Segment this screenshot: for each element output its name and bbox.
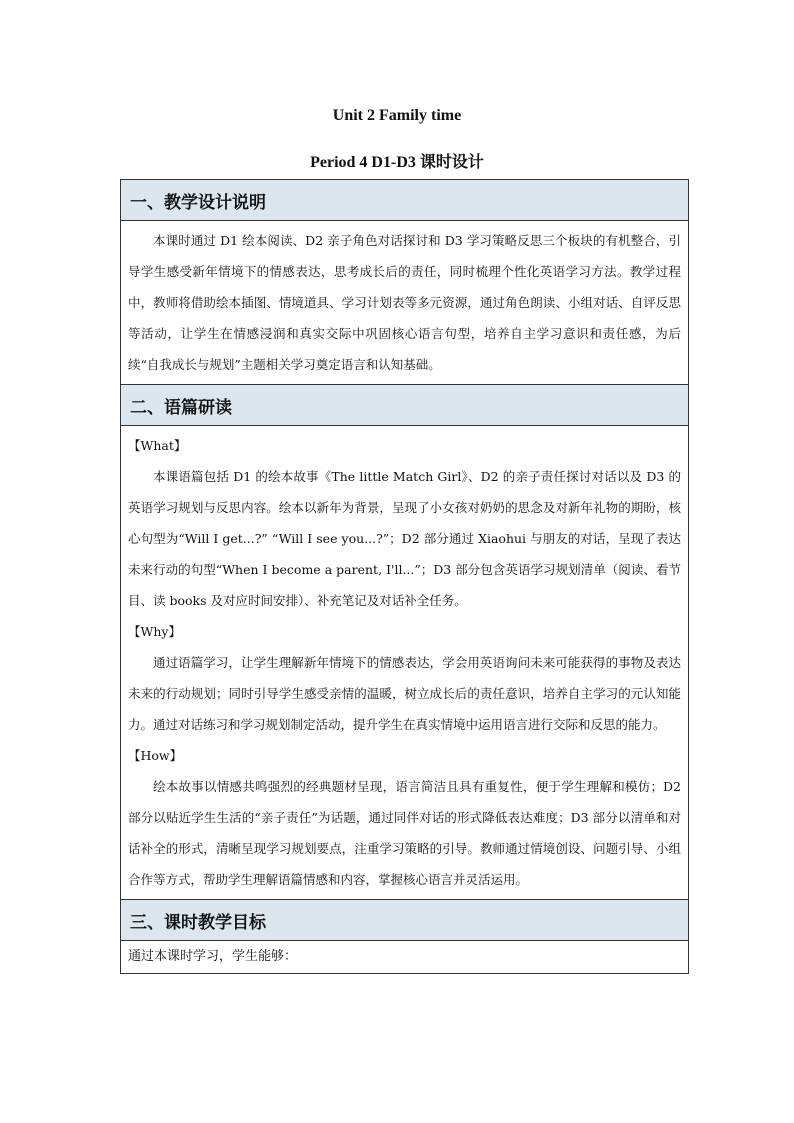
section-2-header-row [121,385,689,426]
section-body [121,426,689,900]
why-label: 【Why】 [128,624,181,639]
how-paragraph: 绘本故事以情感共鸣强烈的经典题材呈现，语言简洁且具有重复性，便于学生理解和模仿；D2 部分以贴近学生生活的“亲子责任”为话题，通过同伴对话的形式降低表达难度；D3 部分以清单和对话补全的形式，清晰呈现学习规划要点，注重学习策略的引导。教师通过情境创设、问题引导、小组合作等方式，帮助学生理解语篇情感和内容，掌握核心语言并灵活运用。 [128,779,681,887]
lesson-design-table [120,179,689,974]
section-3-header-row [121,900,689,941]
section-2-body-row [121,426,689,900]
what-paragraph: 本课语篇包括 D1 的绘本故事《The little Match Girl》、D2 的亲子责任探讨对话以及 D3 的英语学习规划与反思内容。绘本以新年为背景，呈现了小女孩对奶奶的思念及对新年礼物的期盼，核心句型为“Will I get...?” “Will I see you...?”；D2 部分通过 Xiaohui 与朋友的对话，呈现了表达未来行动的句型“When I become a parent, I'll...”；D3 部分包含英语学习规划清单（阅读、看节目、读 books 及对应时间安排）、补充笔记及对话补全任务。 [128,469,681,608]
section-1-body-row [121,221,689,385]
objectives-intro: 通过本课时学习，学生能够： [121,941,689,974]
section-3-body-row [121,941,689,974]
document-subtitle: Period 4 D1-D3 课时设计 [310,154,484,171]
how-label: 【How】 [128,748,183,763]
section-heading: 三、课时教学目标 [121,900,689,941]
section-heading: 一、教学设计说明 [121,180,689,221]
document-title: Unit 2 Family time [332,107,462,124]
design-description-paragraph: 本课时通过 D1 绘本阅读、D2 亲子角色对话探讨和 D3 学习策略反思三个板块的有机整合，引导学生感受新年情境下的情感表达，思考成长后的责任，同时梳理个性化英语学习方法。教学过程中，教师将借助绘本插图、情境道具、学习计划表等多元资源，通过角色朗读、小组对话、自评反思等活动，让学生在情感浸润和真实交际中巩固核心语言句型，培养自主学习意识和责任感，为后续“自我成长与规划”主题相关学习奠定语言和认知基础。 [128,233,681,372]
section-heading: 二、语篇研读 [121,385,689,426]
why-paragraph: 通过语篇学习，让学生理解新年情境下的情感表达，学会用英语询问未来可能获得的事物及表达未来的行动规划；同时引导学生感受亲情的温暖，树立成长后的责任意识，培养自主学习的元认知能力。通过对话练习和学习规划制定活动，提升学生在真实情境中运用语言进行交际和反思的能力。 [128,655,681,732]
section-1-header-row [121,180,689,221]
section-body [121,221,689,385]
what-label: 【What】 [128,438,187,453]
